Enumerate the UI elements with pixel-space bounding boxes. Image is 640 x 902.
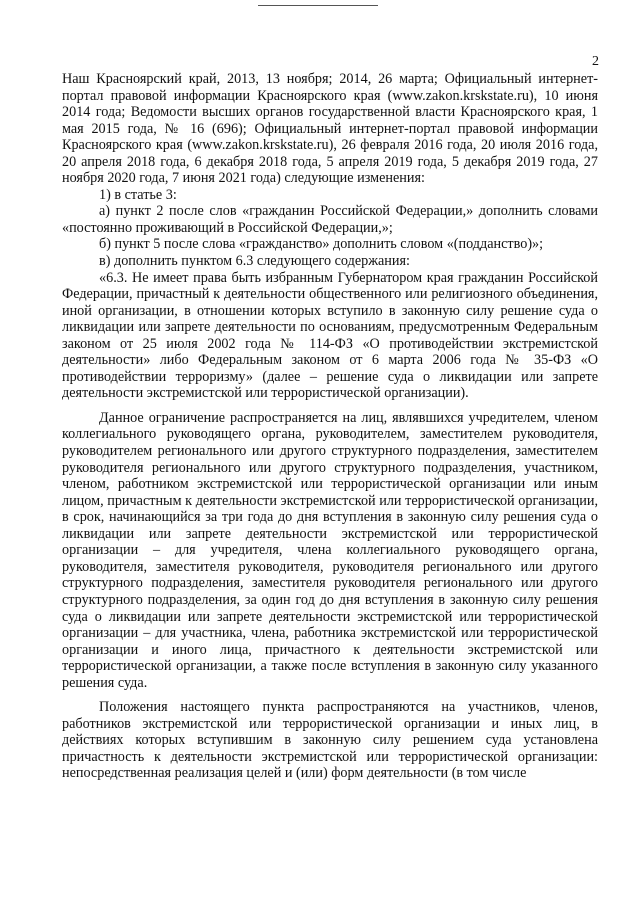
paragraph-item-a: а) пункт 2 после слов «гражданин Российской Федерации,» дополнить словами «постоянно проживающий в Российской Федерации,»;: [62, 203, 598, 236]
page-number: 2: [592, 54, 599, 69]
document-body: [62, 71, 598, 782]
paragraph-item-v: в) дополнить пунктом 6.3 следующего содержания:: [99, 253, 410, 270]
paragraph-provisions: Положения настоящего пункта распространяются на участников, членов, работников экстремистской или террористической организации и иных лиц, в действиях которых вступившим в законную силу решением суда установлена причастность к деятельности экстремистской или террористической организации: непосредственная реализация целей и (или) форм деятельности (в том числе: [62, 699, 598, 782]
paragraph-intro: Наш Красноярский край, 2013, 13 ноября; 2014, 26 марта; Официальный интернет-портал правовой информации Красноярского края (www.zakon.krskstate.ru), 10 июня 2014 года; Ведомости высших органов государственной власти Красноярского края, 1 мая 2015 года, № 16 (696); Официальный интернет-портал правовой информации Красноярского края (www.zakon.krskstate.ru), 26 февраля 2016 года, 20 июля 2016 года, 20 апреля 2018 года, 6 декабря 2018 года, 5 апреля 2019 года, 5 декабря 2019 года, 27 ноября 2020 года, 7 июня 2021 года) следующие изменения:: [62, 71, 598, 187]
paragraph-item-b: б) пункт 5 после слова «гражданство» дополнить словом «(подданство)»;: [99, 236, 544, 253]
paragraph-article-3: 1) в статье 3:: [99, 186, 177, 203]
paragraph-clause-6-3: «6.3. Не имеет права быть избранным Губернатором края гражданин Российской Федерации, причастный к деятельности общественного или религиозного объединения, иной организации, в отношении которых вступило в законную силу решение суда о ликвидации или запрете деятельности по основаниям, предусмотренным Федеральным законом от 25 июля 2002 года № 114-ФЗ «О противодействии экстремистской деятельности» либо Федеральным законом от 6 марта 2006 года № 35-ФЗ «О противодействии терроризму» (далее – решение суда о ликвидации или запрете деятельности экстремистской или террористической организации).: [62, 269, 598, 402]
header-rule: [258, 5, 378, 6]
paragraph-restriction: Данное ограничение распространяется на лиц, являвшихся учредителем, членом коллегиального руководящего органа, руководителем, заместителем руководителя, руководителем регионального или другого структурного подразделения, заместителем руководителя регионального или другого структурного подразделения, участником, членом, работником экстремистской или террористической организации или иным лицом, причастным к деятельности экстремистской или террористической организации, в срок, начинающийся за три года до дня вступления в законную силу решения суда о ликвидации или запрете деятельности экстремистской или террористической организации – для учредителя, члена коллегиального руководящего органа, руководителя, заместителя руководителя, руководителя регионального или другого структурного подразделения, заместителя руководителя регионального или другого структурного подразделения, за один год до дня вступления в законную силу решения суда о ликвидации или запрете деятельности экстремистской или террористической организации – для участника, члена, работника экстремистской или террористической организации и иного лица, причастного к деятельности экстремистской или террористической организации, а также после вступления в законную силу указанного решения суда.: [62, 409, 598, 691]
